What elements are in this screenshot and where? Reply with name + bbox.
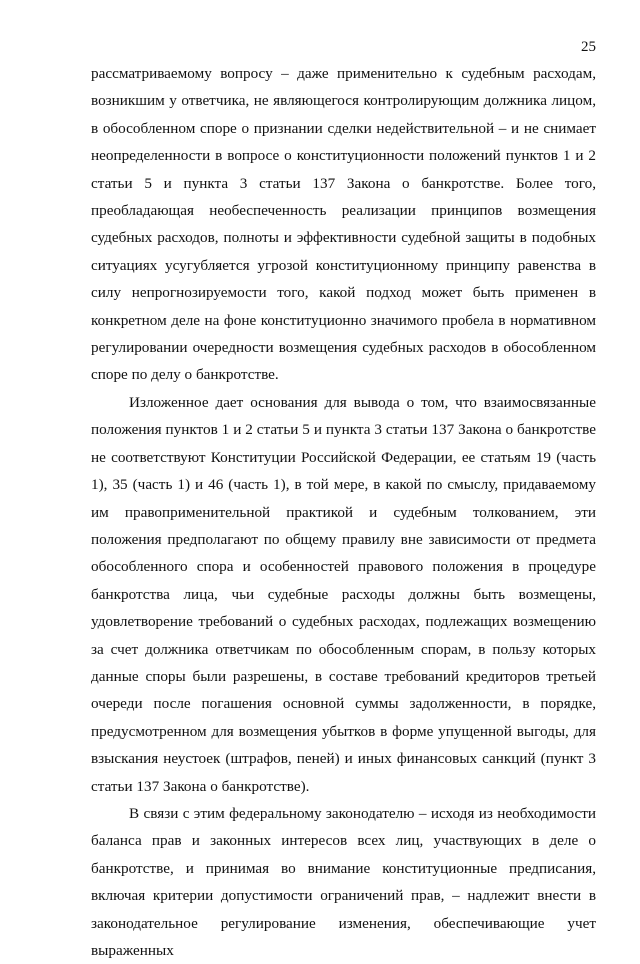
document-body: [91, 60, 596, 964]
paragraph-legislator-instruction: В связи с этим федеральному законодателю – исходя из необходимости баланса прав и законных интересов всех лиц, участвующих в деле о банкротстве, и принимая во внимание конституционные предписания, включая критерии допустимости ограничений прав, – надлежит внести в законодательное регулирование изменения, обеспечивающие учет выраженных: [91, 804, 596, 959]
paragraph-continuation: рассматриваемому вопросу – даже применительно к судебным расходам, возникшим у ответчика, не являющегося контролирующим должника лицом, в обособленном споре о признании сделки недействительной – и не снимает неопределенности в вопросе о конституционности положений пунктов 1 и 2 статьи 5 и пункта 3 статьи 137 Закона о банкротстве. Более того, преобладающая необеспеченность реализации принципов возмещения судебных расходов, полноты и эффективности судебной защиты в подобных ситуациях усугубляется угрозой конституционному принципу равенства в силу непрогнозируемости того, какой подход может быть применен в конкретном деле на фоне конституционно значимого пробела в нормативном регулировании очередности возмещения судебных расходов в обособленном споре по делу о банкротстве.: [91, 65, 596, 384]
paragraph-conclusion: Изложенное дает основания для вывода о том, что взаимосвязанные положения пунктов 1 и 2 статьи 5 и пункта 3 статьи 137 Закона о банкротстве не соответствуют Конституции Российской Федерации, ее статьям 19 (часть 1), 35 (часть 1) и 46 (часть 1), в той мере, в какой по смыслу, придаваемому им правоприменительной практикой и судебным толкованием, эти положения предполагают по общему правилу вне зависимости от предмета обособленного спора и особенностей правового положения в процедуре банкротства лица, чьи судебные расходы должны быть возмещены, удовлетворение требований о судебных расходах, подлежащих возмещению за счет должника ответчикам по обособленным спорам, в пользу которых данные споры были разрешены, в составе требований кредиторов третьей очереди после погашения основной суммы задолженности, в порядке, предусмотренном для возмещения убытков в форме упущенной выгоды, для взыскания неустоек (штрафов, пеней) и иных финансовых санкций (пункт 3 статьи 137 Закона о банкротстве).: [91, 393, 596, 795]
page-number: 25: [581, 39, 596, 55]
